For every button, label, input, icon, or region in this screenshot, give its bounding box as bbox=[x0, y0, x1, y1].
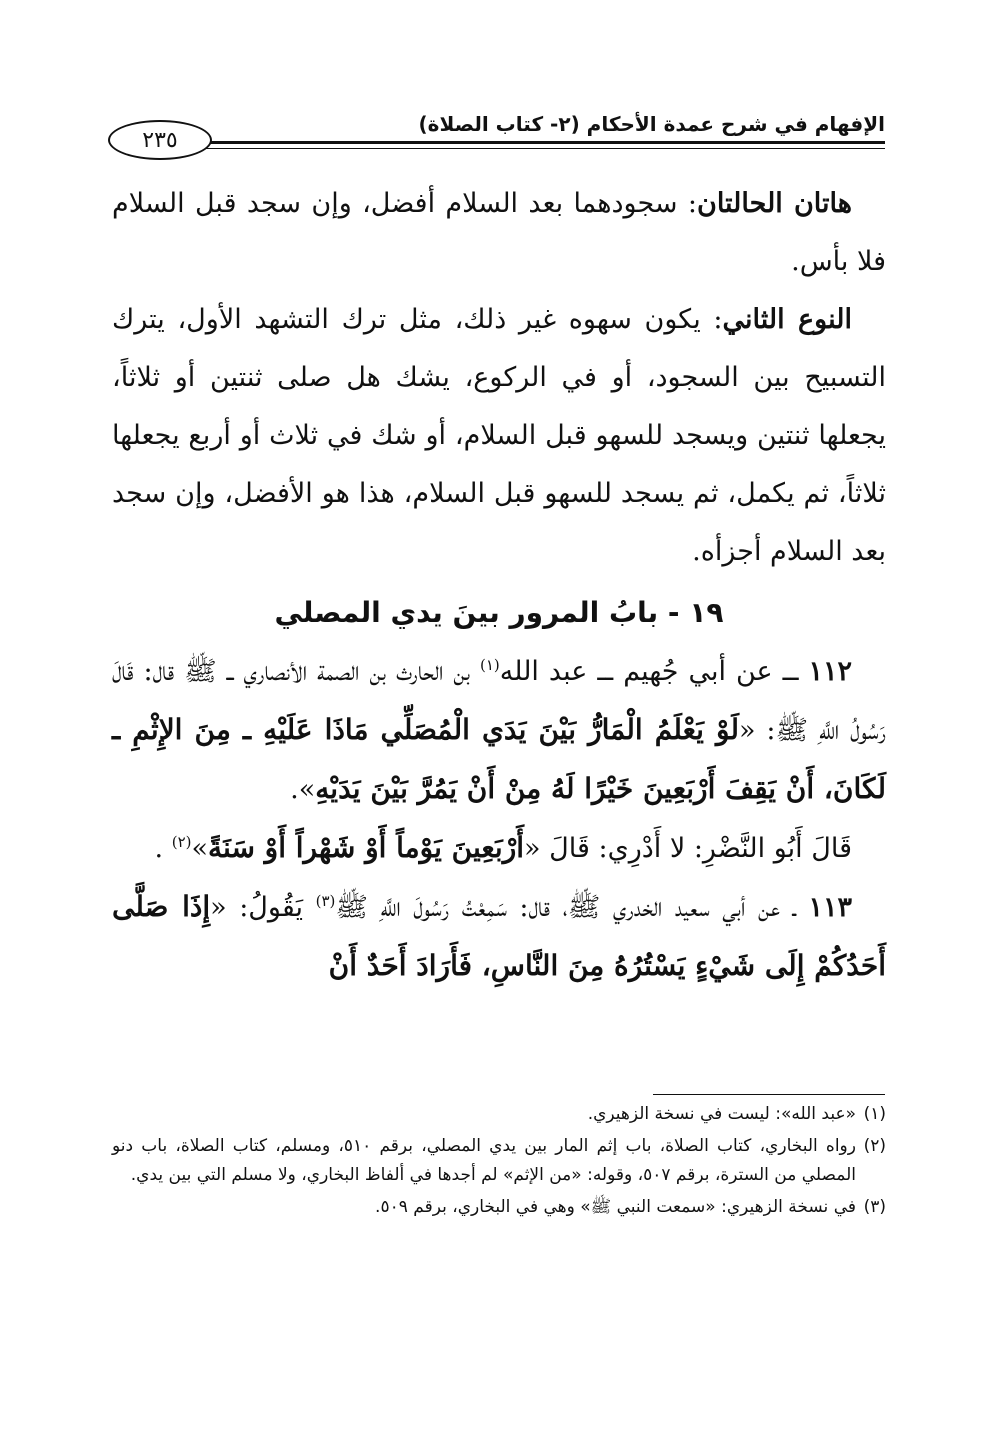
hadith-number: ١١٢ bbox=[808, 656, 853, 687]
term-two-cases: هاتان الحالتان bbox=[696, 188, 852, 219]
page-number-badge bbox=[108, 120, 212, 160]
footnote-2 bbox=[112, 1132, 886, 1190]
hadith-intro: بن الحارث بن الصمة الأنصاري ــ ﷺ قال: قَالَ رَسُولُ اللَّهِ ﷺ: « bbox=[112, 656, 886, 746]
footnote-number: (١) bbox=[863, 1104, 886, 1124]
paragraph-end: . bbox=[154, 833, 172, 864]
hadith-intro: ــ عن أبي جُهيم ــ عبد الله bbox=[499, 656, 809, 687]
hadith-intro: ـ عن أبي سعيد الخدري ﷺ، قال: سَمِعْتُ رَسُولَ اللَّهِ ﷺ bbox=[335, 892, 809, 923]
chapter-heading: ١٩ - بابُ المرور بينَ يدي المصلي bbox=[274, 596, 724, 629]
footnote-ref[interactable]: (١) bbox=[480, 656, 500, 674]
footnote-1 bbox=[112, 1100, 886, 1129]
paragraph-text: : يكون سهوه غير ذلك، مثل ترك التشهد الأول، يترك التسبيح بين السجود، أو في الركوع، يشك هل صلى ثنتين أو ثلاثاً، يجعلها ثنتين ويسجد للسهو قبل السلام، أو شك في ثلاث أو أربع يجعلها ثلاثاً، ثم يكمل، ثم يسجد للسهو قبل السلام، هذا هو الأفضل، وإن سجد بعد السلام أجزأه. bbox=[112, 304, 886, 567]
hadith-intro: يَقُولُ: « bbox=[210, 892, 316, 923]
footnote-text: «عبد الله»: ليست في نسخة الزهيري. bbox=[587, 1104, 856, 1124]
footnote-ref[interactable]: (٣) bbox=[315, 892, 336, 910]
footnote-number: (٢) bbox=[863, 1136, 886, 1156]
footnote-number: (٣) bbox=[863, 1197, 886, 1217]
footnote-text: رواه البخاري، كتاب الصلاة، باب إثم المار بين يدي المصلي، برقم ٥١٠، ومسلم، كتاب الصلاة، باب دنو المصلي من السترة، برقم ٥٠٧، وقوله: «من الإثم» لم أجدها في ألفاظ البخاري، ولا مسلم التي بين يدي. bbox=[112, 1136, 856, 1185]
hadith-close: ». bbox=[290, 774, 316, 805]
running-header-title: الإفهام في شرح عمدة الأحكام (٢- كتاب الصلاة) bbox=[418, 112, 885, 136]
footnote-ref[interactable]: (٢) bbox=[171, 833, 192, 851]
hadith-112 bbox=[112, 643, 886, 819]
main-text bbox=[112, 175, 886, 996]
paragraph-abu-nadr bbox=[112, 819, 886, 878]
footnote-3 bbox=[112, 1193, 886, 1222]
paragraph-second-type bbox=[112, 291, 886, 581]
page-number: ٢٣٥ bbox=[142, 127, 178, 153]
footnote-rule bbox=[653, 1094, 885, 1095]
header-rule-thin bbox=[205, 148, 885, 149]
quote-close: » bbox=[191, 833, 209, 864]
paragraph-text: قَالَ أَبُو النَّضْرِ: لا أَدْرِي: قَالَ « bbox=[524, 833, 852, 864]
term-second-type: النوع الثاني bbox=[722, 304, 852, 335]
footnotes bbox=[112, 1100, 886, 1225]
paragraph-two-cases bbox=[112, 175, 886, 291]
hadith-text: أَرْبَعِينَ يَوْماً أَوْ شَهْراً أَوْ سَنَةً bbox=[208, 831, 525, 864]
hadith-text: لَوْ يَعْلَمُ الْمَارُّ بَيْنَ يَدَي الْمُصَلِّي مَاذَا عَلَيْهِ ـ مِنَ الإِثْمِ ـ لَكَانَ، أَنْ يَقِفَ أَرْبَعِينَ خَيْرًا لَهُ مِنْ أَنْ يَمُرَّ بَيْنَ يَدَيْهِ bbox=[112, 713, 886, 805]
header-rule-thick bbox=[205, 141, 885, 144]
hadith-number: ١١٣ bbox=[808, 892, 852, 923]
hadith-113 bbox=[112, 878, 886, 996]
footnote-text: في نسخة الزهيري: «سمعت النبي ﷺ» وهي في البخاري، برقم ٥٠٩. bbox=[375, 1197, 856, 1217]
hadith-text: إِذَا صَلَّى أَحَدُكُمْ إِلَى شَيْءٍ يَسْتُرُهُ مِنَ النَّاسِ، فَأَرَادَ أَحَدٌ أَنْ bbox=[112, 890, 886, 982]
paragraph-text: : سجودهما بعد السلام أفضل، وإن سجد قبل السلام فلا بأس. bbox=[112, 188, 886, 277]
